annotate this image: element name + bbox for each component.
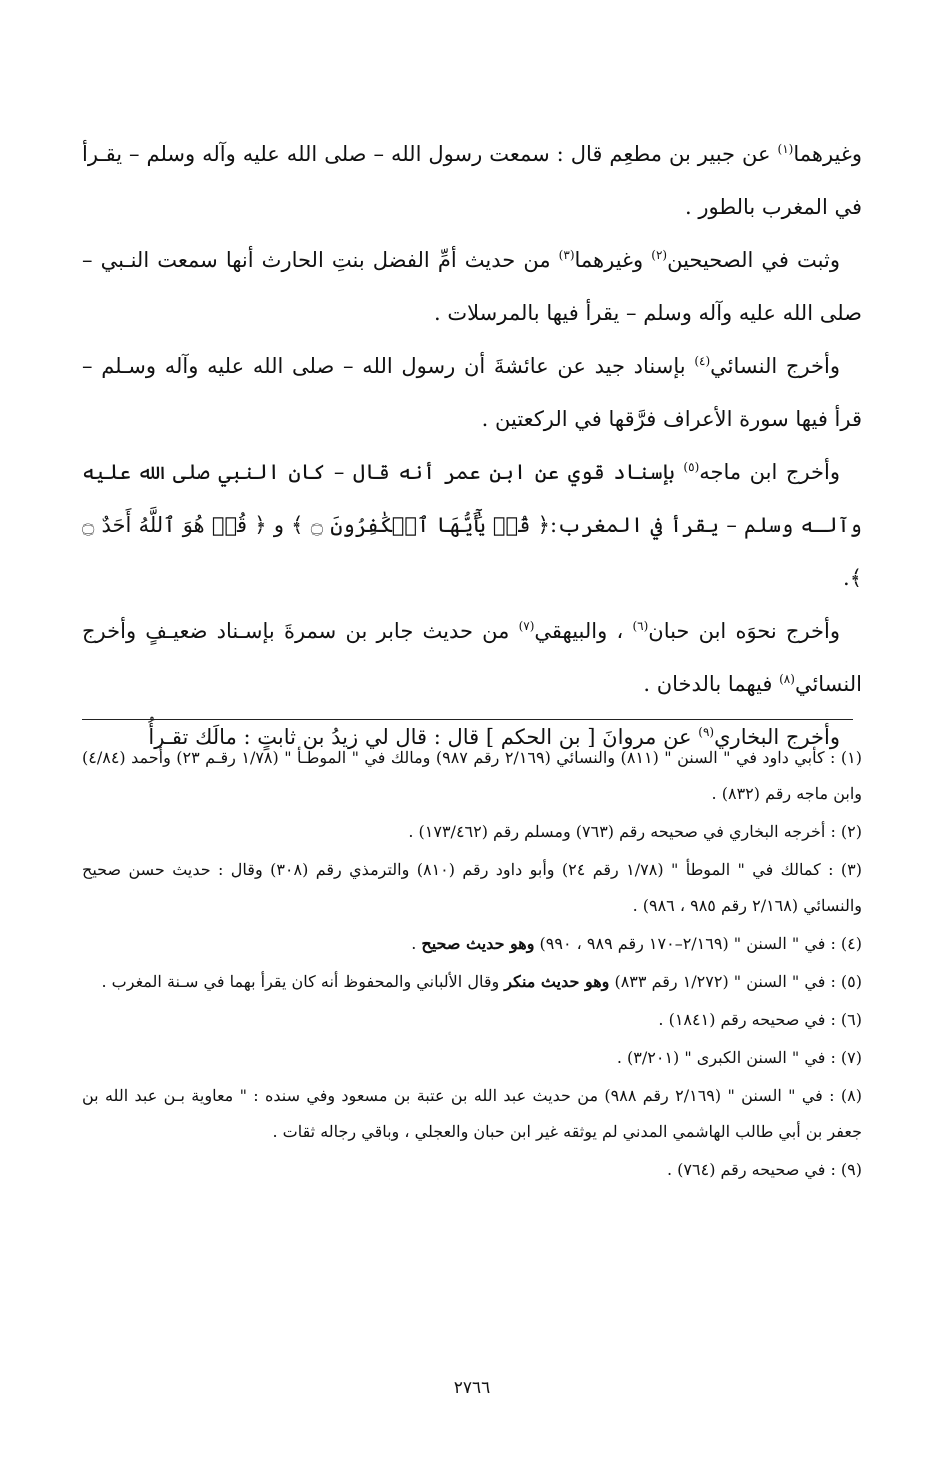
footnote-3	[82, 852, 862, 924]
footnote-7	[82, 1040, 862, 1076]
footnote-4	[82, 926, 862, 962]
paragraph-4	[82, 446, 862, 605]
footnote-label: (١) :	[830, 748, 862, 767]
footnote-text: في " السنن " (٢/١٦٩–١٧٠ رقم ٩٨٩ ، ٩٩٠)	[534, 934, 831, 953]
footnote-label: (٧) :	[830, 1048, 862, 1067]
text-run: وأخرج ابن ماجه	[699, 460, 840, 484]
footnote-ref: (٨)	[779, 672, 795, 686]
text-run: من حديث جابر بن سمرةَ بإسـناد ضعيـفٍ وأخرج النسائي	[82, 619, 862, 696]
text-run: فيهما بالدخان .	[643, 672, 780, 696]
paragraph-3	[82, 340, 862, 446]
page-number: ٢٧٦٦	[453, 1378, 491, 1398]
footnote-label: (٣) :	[828, 860, 863, 879]
footnote-label: (٨) :	[829, 1086, 862, 1105]
footnotes-section	[82, 740, 862, 1190]
text-run: وثبت في الصحيحين	[667, 248, 840, 272]
paragraph-2	[82, 234, 862, 340]
text-run: بإسناد جيد عن عائشةَ أن رسول الله – صلى الله عليه وآله وسـلم – قرأ فيها سورة الأعراف فرَّقها في الركعتين .	[82, 354, 862, 431]
footnote-ref: (٩)	[698, 725, 715, 739]
paragraph-1	[82, 128, 862, 234]
footnote-ref: (٤)	[694, 354, 711, 368]
footnote-label: (٦) :	[830, 1010, 862, 1029]
footnote-text: في صحيحه رقم (١٨٤١) .	[658, 1010, 831, 1029]
footnote-9	[82, 1152, 862, 1188]
footnote-text: كأبي داود في " السنن " (٨١١) والنسائي (٢/١٦٩ رقم ٩٨٧) ومالك في " الموطـأ " (١/٧٨ رقـم ٢٣) وأحمد (٤/٨٤) وابن ماجه رقم (٨٣٢) .	[82, 748, 862, 803]
footnote-text: كمالك في " الموطأ " (١/٧٨ رقم ٢٤) وأبو داود رقم (٨١٠) والترمذي رقم (٣٠٨) وقال : حديث حسن صحيح والنسائي (٢/١٦٨ رقم ٩٨٥ ، ٩٨٦) .	[82, 860, 862, 915]
footnote-label: (٥) :	[830, 972, 862, 991]
footnote-text: أخرجه البخاري في صحيحه رقم (٧٦٣) ومسلم رقم (١٧٣/٤٦٢) .	[408, 822, 831, 841]
paragraph-5	[82, 605, 862, 711]
footnote-ref: (٧)	[518, 619, 535, 633]
footnote-text: في صحيحه رقم (٧٦٤) .	[666, 1160, 831, 1179]
text-run: من حديث أمِّ الفضل بنتِ الحارث أنها سمعت النـبي – صلى الله عليه وآله وسلم – يقرأ فيها بالمرسلات .	[82, 248, 862, 325]
footnote-text: في " السنن " (٢/١٦٩ رقم ٩٨٨) من حديث عبد الله بن عتبة بن مسعود وفي سنده : " معاوية بـن عبد الله بن جعفر بن أبي طالب الهاشمي المدني لم يوثقه غير ابن حبان والعجلي ، وباقي رجاله ثقات .	[82, 1086, 862, 1141]
text-run: بإسناد قوي عن ابن عمر أنه قال – كان النبي صلى الله عليه وآلـه وسلم – يقرأ في المغرب:﴿ قُلۡ يَٰٓأَيُّهَا ٱلۡكَٰفِرُونَ ۝ ﴾ و ﴿ قُلۡ هُوَ ٱللَّهُ أَحَدٌ ۝ ﴾.	[82, 460, 862, 590]
footnote-divider	[82, 719, 853, 720]
footnote-text: وقال الألباني والمحفوظ أنه كان يقرأ بهما في سـنة المغرب .	[101, 972, 505, 991]
text-run: ، والبيهقي	[534, 619, 633, 643]
footnote-bold-grade: وهو حديث صحيح	[421, 934, 535, 953]
footnote-text: .	[411, 934, 422, 953]
text-run: وأخرج نحوَه ابن حبان	[648, 619, 840, 643]
footnote-5	[82, 964, 862, 1000]
footnote-ref: (٣)	[558, 248, 575, 262]
footnote-label: (٤) :	[830, 934, 862, 953]
footnote-text: في " السنن الكبرى " (٣/٢٠١) .	[616, 1048, 831, 1067]
footnote-label: (٩) :	[830, 1160, 862, 1179]
footnote-ref: (٦)	[632, 619, 649, 633]
footnote-ref: (٢)	[651, 248, 668, 262]
footnote-6	[82, 1002, 862, 1038]
footnote-bold-grade: وهو حديث منكر	[504, 972, 610, 991]
text-run: وغيرهما	[574, 248, 652, 272]
footnote-8	[82, 1078, 862, 1150]
text-run: وغيرهما	[793, 142, 862, 166]
text-run: عن مروانَ [ بن الحكم ] قال : قال لي زيدُ بن ثابتٍ : مالَك تقـرأُ	[148, 725, 699, 749]
footnote-1	[82, 740, 862, 812]
text-run: وأخرج النسائي	[710, 354, 841, 378]
footnote-text: في " السنن " (١/٢٧٢ رقم ٨٣٣)	[609, 972, 831, 991]
footnote-2	[82, 814, 862, 850]
footnote-label: (٢) :	[830, 822, 862, 841]
text-run: عن جبير بن مطعِم قال : سمعت رسول الله – صلى الله عليه وآله وسلم – يقـرأ في المغرب بالطور .	[82, 142, 862, 219]
text-run: وأخرج البخاري	[714, 725, 840, 749]
main-text	[82, 128, 862, 764]
footnote-ref: (٥)	[683, 460, 700, 474]
footnote-ref: (١)	[777, 142, 794, 156]
